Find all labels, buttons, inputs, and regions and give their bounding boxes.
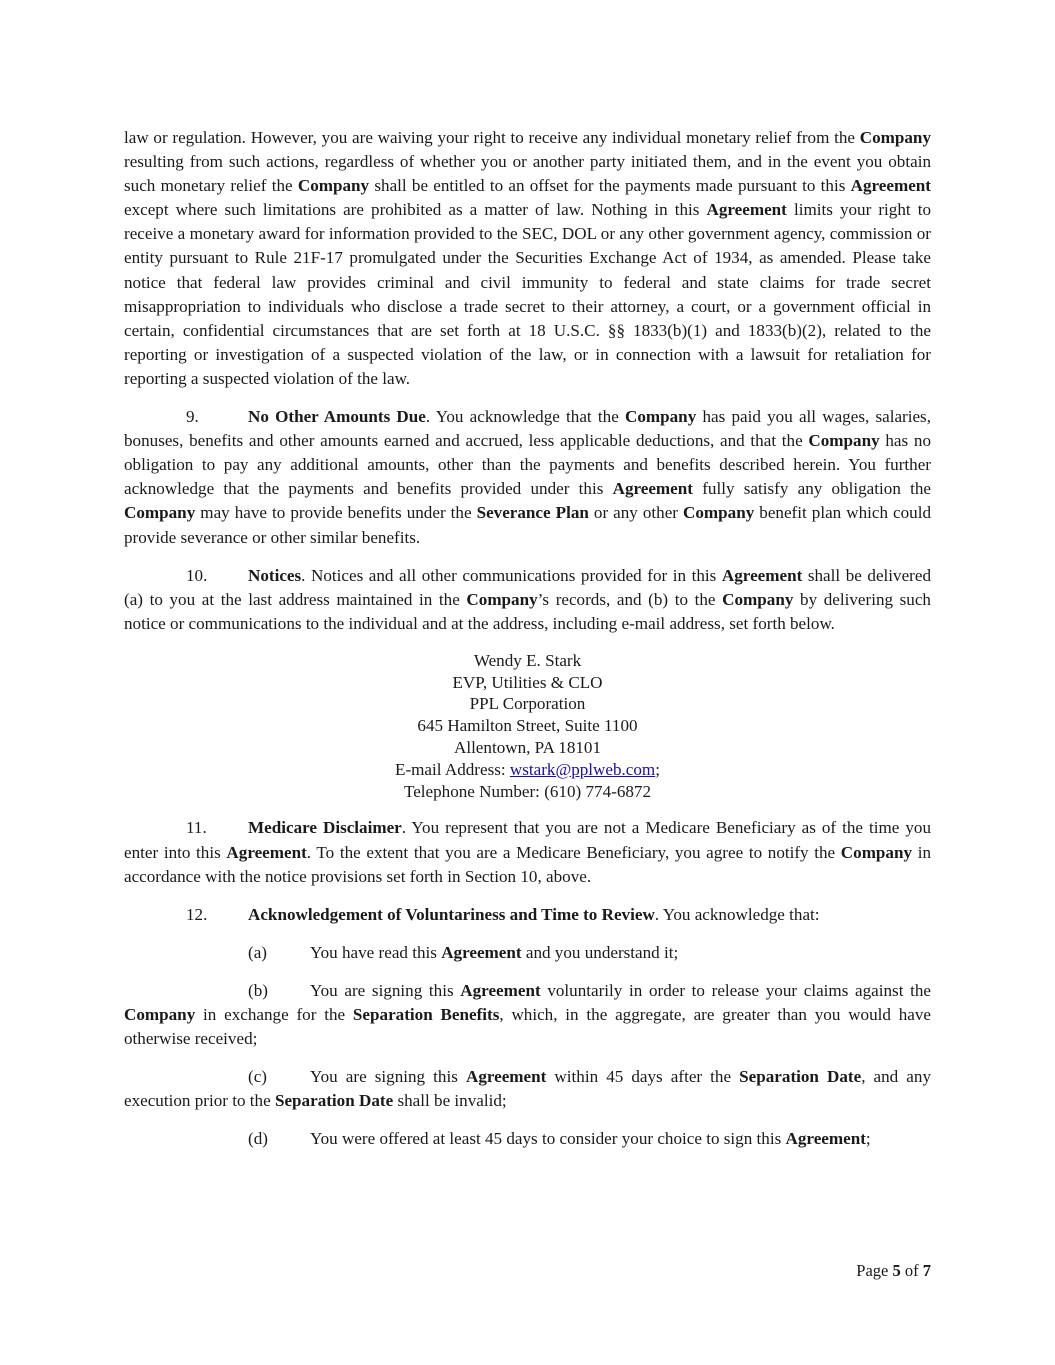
section-9: 9. No Other Amounts Due. You acknowledge that the Company has paid you all wages, salaries, bonuses, benefits and other amounts earned and accrued, less applicable deductions, and that the Company has no obligation to pay any additional amounts, other than the payments and benefits described herein. You further acknowledge that the payments and benefits provided under this Agreement fully satisfy any obligation the Company may have to provide benefits under the Severance Plan or any other Company benefit plan which could provide severance or other similar benefits. — [124, 407, 931, 547]
address-company: PPL Corporation — [469, 694, 586, 714]
clause-12b: (b) You are signing this Agreement voluntarily in order to release your claims against the Company in exchange for the Separation Benefits, which, in the aggregate, are greater than you would have otherwise received; — [124, 980, 931, 1049]
section-11: 11. Medicare Disclaimer. You represent that you are not a Medicare Beneficiary as of the time you enter into this Agreement. To the extent that you are a Medicare Beneficiary, you agree to notify the Company in accordance with the notice provisions set forth in Section 10, above. — [124, 818, 931, 886]
section-number: 9. — [186, 407, 199, 427]
total-pages: 7 — [922, 1261, 931, 1280]
section-heading: Medicare Disclaimer — [248, 818, 402, 838]
address-name: Wendy E. Stark — [473, 650, 582, 670]
section-12: 12. Acknowledgement of Voluntariness and Time to Review. You acknowledge that: — [124, 903, 931, 927]
address-phone: Telephone Number: (610) 774-6872 — [403, 781, 652, 801]
page-number: 5 — [892, 1261, 901, 1280]
clause-12a: (a) You have read this Agreement and you understand it; — [124, 941, 931, 965]
section-number: 11. — [186, 818, 207, 838]
clause-label: (a) — [248, 942, 267, 962]
address-title: EVP, Utilities & CLO — [452, 672, 603, 692]
clause-label: (c) — [248, 1067, 267, 1087]
clause-label: (d) — [248, 1129, 268, 1149]
address-email-line: E-mail Address: wstark@pplweb.com; — [395, 759, 660, 779]
email-link[interactable]: wstark@pplweb.com — [509, 759, 656, 779]
clause-label: (b) — [248, 980, 268, 1000]
address-street: 645 Hamilton Street, Suite 1100 — [417, 716, 638, 736]
address-city: Allentown, PA 18101 — [453, 738, 602, 758]
clause-12d: (d) You were offered at least 45 days to consider your choice to sign this Agreement; — [124, 1127, 931, 1151]
section-heading: Acknowledgement of Voluntariness and Time to Review — [248, 904, 655, 924]
clause-12c: (c) You are signing this Agreement within 45 days after the Separation Date, and any execution prior to the Separation Date shall be invalid; — [124, 1067, 931, 1111]
document-body — [124, 126, 931, 1151]
section-10: 10. Notices. Notices and all other communications provided for in this Agreement shall be delivered (a) to you at the last address maintained in the Company’s records, and (b) to the Company by delivering such notice or communications to the individual and at the address, including e-mail address, set forth below. — [124, 565, 931, 633]
notice-address-block — [124, 650, 931, 803]
section-8-continued: law or regulation. However, you are waiving your right to receive any individual monetary relief from the Company resulting from such actions, regardless of whether you or another party initiated them, and in the event you obtain such monetary relief the Company shall be entitled to an offset for the payments made pursuant to this Agreement except where such limitations are prohibited as a matter of law. Nothing in this Agreement limits your right to receive a monetary award for information provided to the SEC, DOL or any other government agency, commission or entity pursuant to Rule 21F-17 promulgated under the Securities Exchange Act of 1934, as amended. Please take notice that federal law provides criminal and civil immunity to federal and state claims for trade secret misappropriation to individuals who disclose a trade secret to their attorney, a court, or a government official in certain, confidential circumstances that are set forth at 18 U.S.C. §§ 1833(b)(1) and 1833(b)(2), related to the reporting or investigation of a suspected violation of the law, or in connection with a lawsuit for retaliation for reporting a suspected violation of the law. — [124, 128, 932, 388]
section-number: 10. — [186, 565, 208, 585]
section-heading: Notices — [248, 565, 302, 585]
section-number: 12. — [186, 904, 208, 924]
section-heading: No Other Amounts Due — [248, 407, 426, 427]
page-footer: Page 5 of 7 — [856, 1261, 931, 1280]
